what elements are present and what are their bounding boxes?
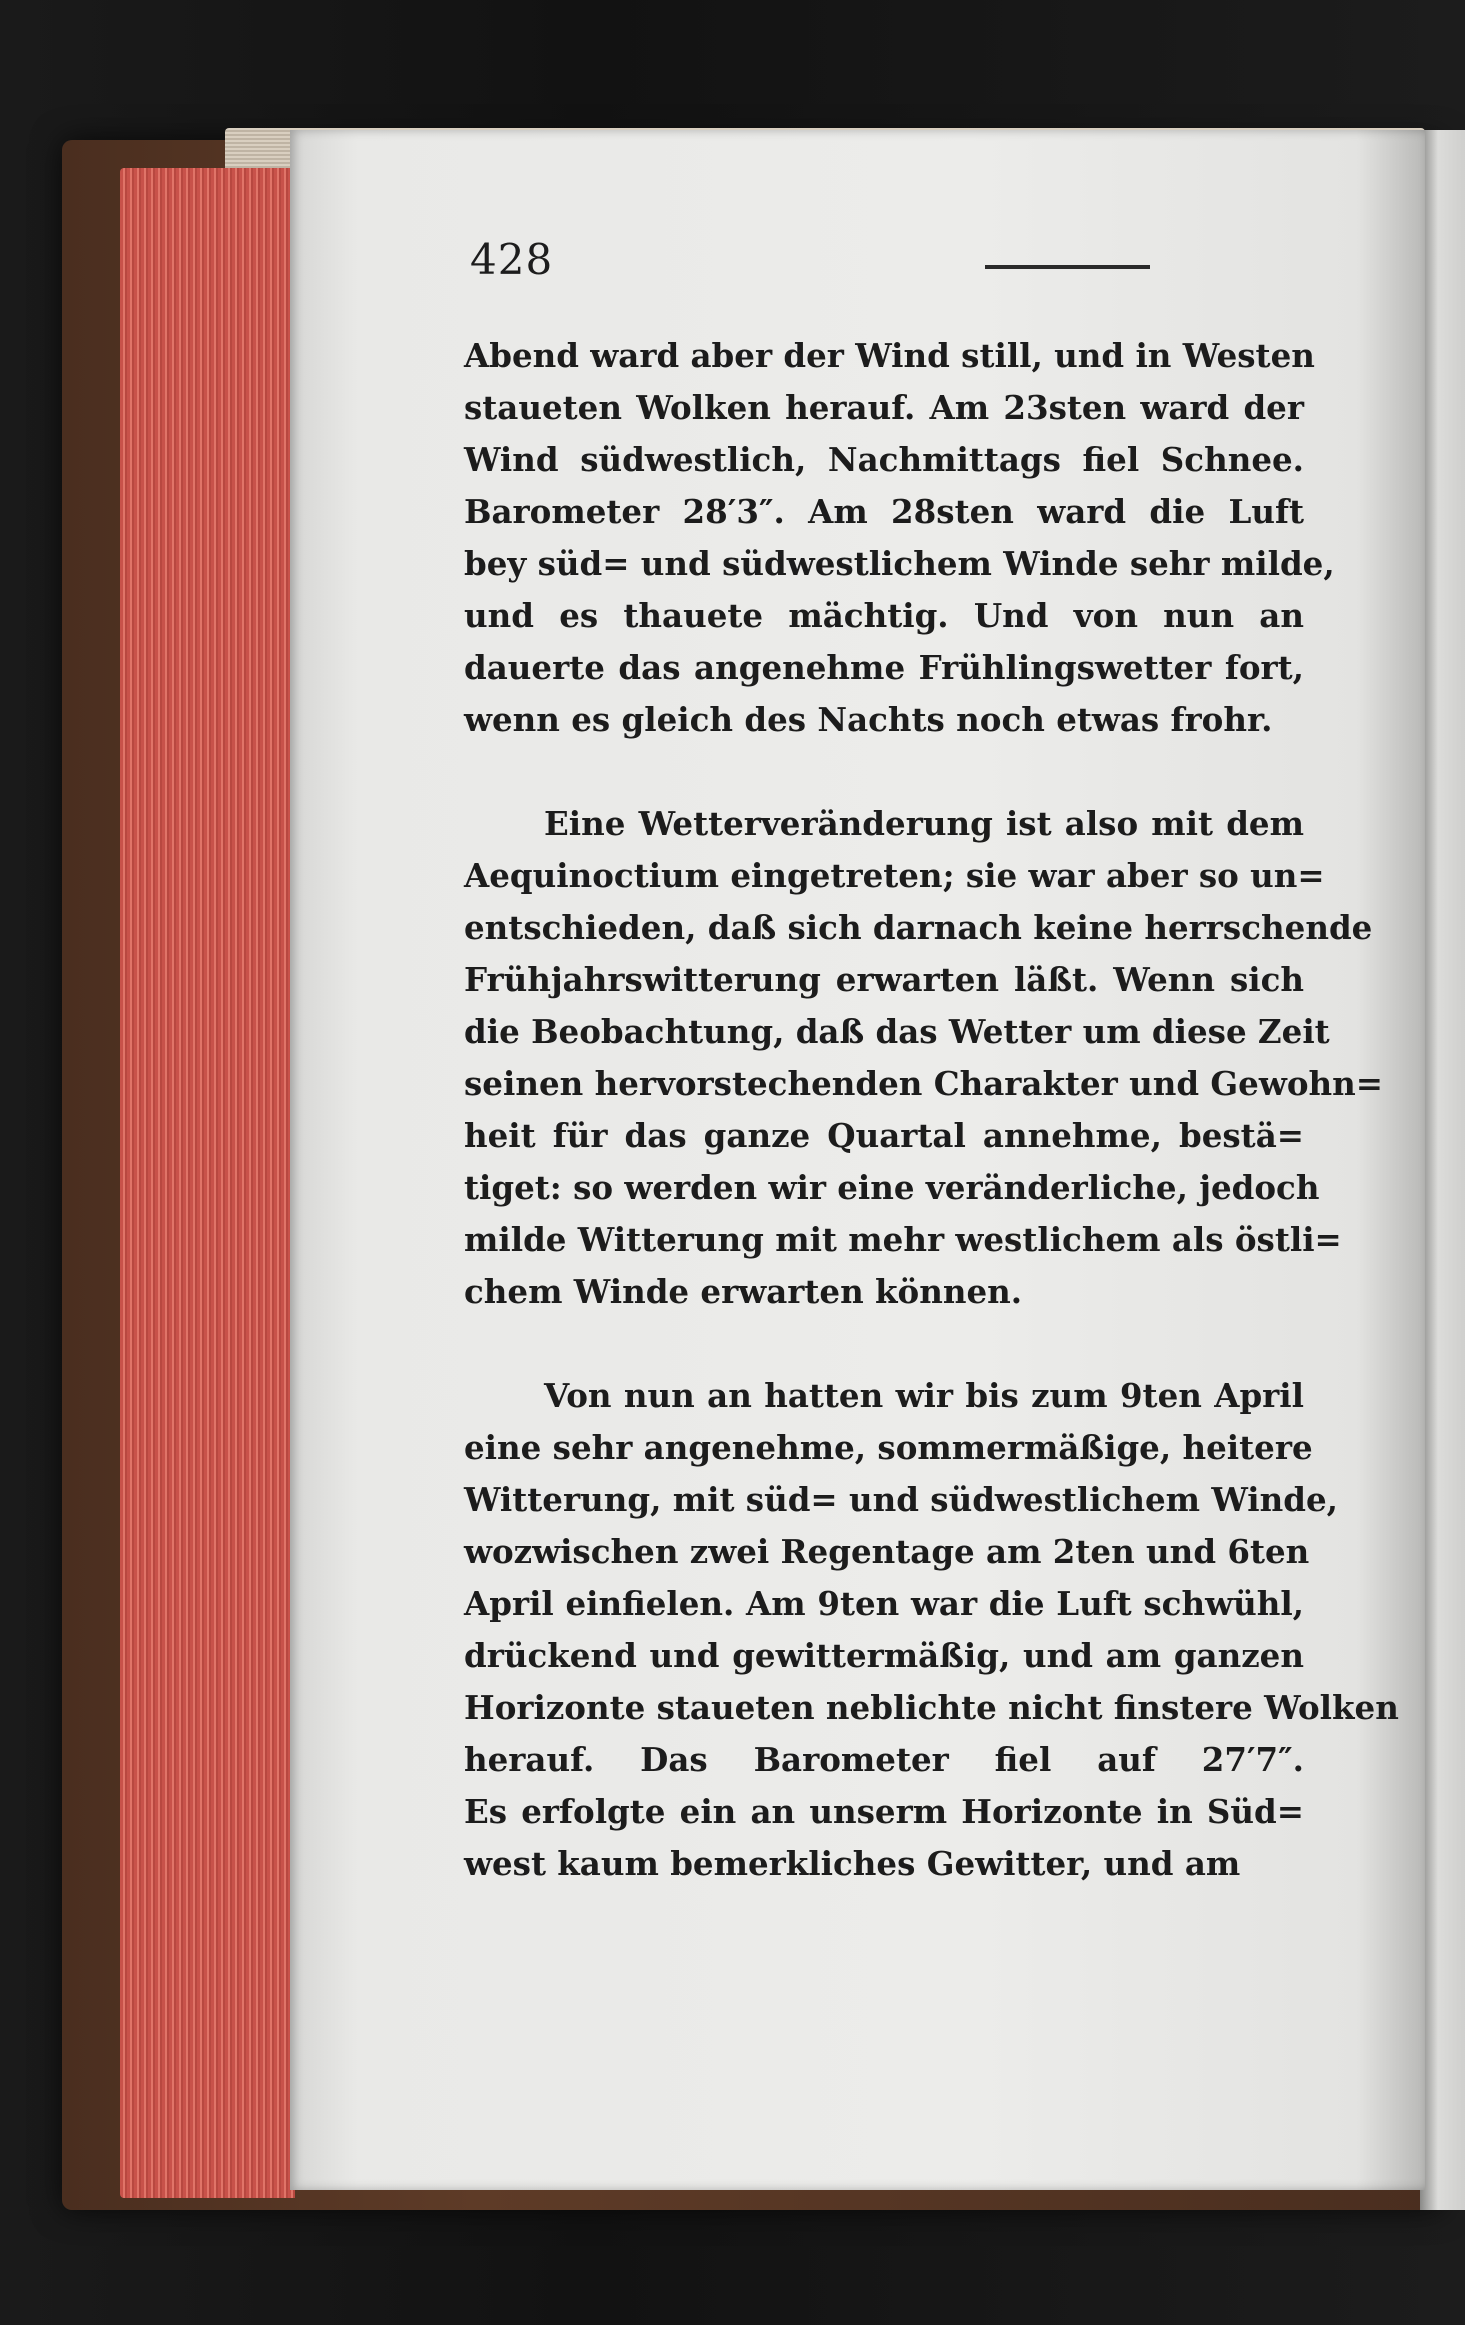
text-line: Barometer 28′3″. Am 28sten ward die Luft [464,492,1304,531]
text-line: Von nun an hatten wir bis zum 9ten April [544,1376,1304,1415]
text-line: heit für das ganze Quartal annehme, bestä= [464,1116,1304,1155]
text-line: eine sehr angenehme, sommermäßige, heitere [464,1428,1313,1467]
text-line: herauf. Das Barometer fiel auf 27′7″. [464,1740,1304,1779]
text-line: drückend und gewittermäßig, und am ganzen [464,1636,1304,1675]
text-line: Eine Wetterveränderung ist also mit dem [544,804,1304,843]
text-line: seinen hervorstechenden Charakter und Gewohn= [464,1064,1383,1103]
text-line: dauerte das angenehme Frühlingswetter fort, [464,648,1304,687]
page-header [470,235,1290,325]
text-line: west kaum bemerkliches Gewitter, und am [464,1844,1241,1883]
text-line: Abend ward aber der Wind still, und in Westen [464,336,1315,375]
text-line: Witterung, mit süd= und südwestlichem Winde, [464,1480,1338,1519]
text-line: Horizonte staueten neblichte nicht finstere Wolken [464,1688,1399,1727]
text-line: April einfielen. Am 9ten war die Luft schwühl, [464,1584,1304,1623]
text-line: Aequinoctium eingetreten; sie war aber so un= [464,856,1325,895]
text-line: Frühjahrswitterung erwarten läßt. Wenn sich [464,960,1304,999]
text-line: bey süd= und südwestlichem Winde sehr milde, [464,544,1335,583]
text-line: Es erfolgte ein an unserm Horizonte in Süd= [464,1792,1304,1831]
paragraph-gap [464,1318,1304,1370]
paragraph-gap [464,746,1304,798]
text-line: und es thauete mächtig. Und von nun an [464,596,1304,635]
page-number: 428 [470,235,554,284]
text-line: Wind südwestlich, Nachmittags fiel Schnee. [464,440,1304,479]
text-line: wenn es gleich des Nachts noch etwas frohr. [464,700,1273,739]
facing-page [1420,130,1465,2210]
text-line: entschieden, daß sich darnach keine herrschende [464,908,1373,947]
text-line: die Beobachtung, daß das Wetter um diese Zeit [464,1012,1330,1051]
text-line: staueten Wolken herauf. Am 23sten ward der [464,388,1304,427]
page-edges [120,168,295,2198]
body-text [464,330,1399,1890]
text-line: tiget: so werden wir eine veränderliche, jedoch [464,1168,1320,1207]
text-line: milde Witterung mit mehr westlichem als östli= [464,1220,1342,1259]
book-page [290,130,1425,2190]
text-line: wozwischen zwei Regentage am 2ten und 6ten [464,1532,1310,1571]
text-line: chem Winde erwarten können. [464,1272,1023,1311]
header-rule [985,265,1150,269]
